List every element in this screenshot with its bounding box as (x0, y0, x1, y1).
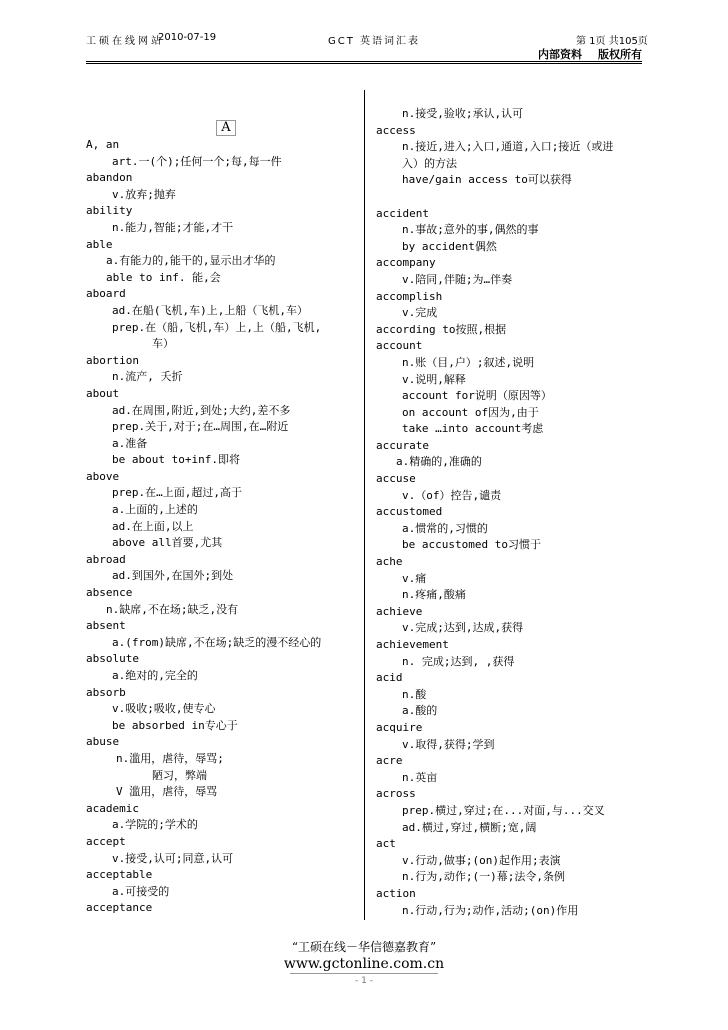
entry-headword: acquire (376, 720, 423, 734)
entry-headword: abandon (86, 171, 133, 185)
entry-definition: a.惯常的,习惯的 (402, 521, 488, 535)
entry-definition: a.准备 (112, 436, 148, 450)
entry-definition: have/gain access to可以获得 (402, 173, 572, 187)
header-site-title: 工硕在线网站 (86, 36, 164, 47)
footer-page-number: - 1 - (355, 976, 373, 986)
entry-definition: be absorbed in专心于 (112, 718, 238, 732)
entry-headword: absent (86, 619, 126, 633)
entry-definition: v.放弃;抛弃 (112, 187, 176, 201)
entry-definition: v.吸收;吸收,使专心 (112, 702, 216, 716)
entry-definition: n.事故;意外的事,偶然的事 (402, 223, 539, 237)
entry-definition: a.学院的;学术的 (112, 818, 198, 832)
header-rule (86, 61, 642, 62)
footer-rule (290, 973, 438, 974)
entry-definition: prep.关于,对于;在…周围,在…附近 (112, 420, 289, 434)
entry-definition: v.行动,做事;(on)起作用;表演 (402, 853, 561, 867)
entry-definition: 车） (152, 337, 174, 351)
entry-definition: prep.横过,穿过;在...对面,与...交叉 (402, 803, 605, 817)
entry-headword: abortion (86, 353, 139, 367)
entry-definition: n.行动,行为;动作,活动;(on)作用 (402, 903, 579, 917)
entry-definition: n.缺席,不在场;缺乏,没有 (106, 602, 239, 616)
entry-definition: v.完成;达到,达成,获得 (402, 621, 524, 635)
entry-headword: acid (376, 671, 403, 685)
entry-headword: absence (86, 586, 133, 600)
entry-definition: ad.横过,穿过,横断;宽,阔 (402, 820, 537, 834)
header-rule-thin (86, 63, 642, 64)
entry-headword: accustomed (376, 505, 443, 519)
entry-definition: v.完成 (402, 306, 438, 320)
entry-headword: acre (376, 754, 403, 768)
entry-headword: across (376, 787, 416, 801)
header-doc-title: GCT 英语词汇表 (328, 36, 421, 47)
entry-headword: abroad (86, 552, 126, 566)
entry-headword: accompany (376, 256, 436, 270)
entry-definition: a.精确的,准确的 (396, 455, 482, 469)
entry-definition: prep.在（船,飞机,车）上,上（船,飞机, (112, 320, 322, 334)
header-page-info: 第 1页 共105页 (576, 36, 648, 47)
entry-definition: be about to+inf.即将 (112, 453, 240, 467)
entry-definition: n.接近,进入;入口,通道,入口;接近（或进 (402, 140, 614, 154)
entry-definition: v.痛 (402, 571, 427, 585)
entry-definition: ad.在上面,以上 (112, 519, 194, 533)
entry-definition: a.有能力的,能干的,显示出才华的 (106, 254, 276, 268)
entry-definition: a.酸的 (402, 704, 438, 718)
entry-headword: ability (86, 204, 133, 218)
entry-definition: a.(from)缺席,不在场;缺乏的漫不经心的 (112, 635, 322, 649)
entry-definition: take …into account考虑 (402, 422, 544, 436)
entry-headword: acceptable (86, 868, 153, 882)
entry-headword: act (376, 837, 396, 851)
entry-definition: n.流产, 夭折 (112, 370, 183, 384)
entry-definition: account for说明（原因等） (402, 389, 552, 403)
entry-definition: n.酸 (402, 687, 427, 701)
entry-headword: ache (376, 555, 403, 569)
entry-definition: v.（of）控告,谴责 (402, 488, 502, 502)
entry-definition: above all首要,尤其 (112, 536, 223, 550)
entry-definition: prep.在…上面,超过,高于 (112, 486, 242, 500)
entry-headword (376, 189, 648, 206)
entry-definition: be accustomed to习惯于 (402, 538, 541, 552)
entry-headword: acceptance (86, 901, 153, 915)
entry-definition: n.行为,动作;(一)幕;法令,条例 (402, 870, 565, 884)
entry-definition: v.说明,解释 (402, 372, 466, 386)
entry-definition: ad.在周围,附近,到处;大约,差不多 (112, 403, 291, 417)
footer-slogan: “工硕在线－华信德嘉教育” (291, 940, 437, 954)
entry-definition: 入）的方法 (402, 156, 457, 170)
entry-definition: v.接受,认可;同意,认可 (112, 851, 234, 865)
entry-headword: accomplish (376, 289, 443, 303)
entry-headword: accept (86, 834, 126, 848)
entry-headword: A, an (86, 138, 120, 151)
entry-headword: access (376, 123, 416, 137)
entry-headword: absorb (86, 685, 126, 699)
entry-definition: V 滥用，虐待，辱骂 (116, 785, 218, 799)
entry-definition: art.一(个);任何一个;每,每一件 (112, 154, 282, 168)
entry-headword: academic (86, 801, 139, 815)
header-date: 2010-07-19 (158, 32, 217, 43)
footer-website: www.gctonline.com.cn (283, 956, 445, 972)
left-column (86, 106, 366, 917)
section-header (86, 118, 366, 137)
entry-headword: accurate (376, 438, 429, 452)
entry-headword: achieve (376, 604, 423, 618)
entry-definition: n.滥用，虐待，辱骂; (116, 751, 224, 765)
section-letter: A (216, 120, 235, 136)
entry-definition: on account of因为,由于 (402, 405, 539, 419)
header-badge-internal: 内部资料 (538, 48, 582, 61)
entry-definition: n.英亩 (402, 770, 438, 784)
entry-definition: by accident偶然 (402, 239, 497, 253)
header-badge-copyright: 版权所有 (598, 48, 642, 61)
entry-headword: absolute (86, 652, 139, 666)
entry-headword: action (376, 886, 416, 900)
entry-definition: n.能力,智能;才能,才干 (112, 220, 234, 234)
entry-definition: 陋习，弊端 (152, 768, 207, 782)
entry-headword: about (86, 386, 120, 400)
entry-headword: abuse (86, 735, 120, 749)
entry-definition: n.账（目,户）;叙述,说明 (402, 355, 535, 369)
entry-headword: able (86, 237, 113, 251)
entry-headword: accuse (376, 472, 416, 486)
entry-definition: a.上面的,上述的 (112, 503, 198, 517)
entry-headword: account (376, 339, 423, 353)
entry-headword: achievement (376, 638, 449, 651)
entry-definition: n.疼痛,酸痛 (402, 588, 466, 602)
entry-definition: able to inf. 能,会 (106, 270, 221, 284)
entry-definition: a.绝对的,完全的 (112, 669, 198, 682)
entry-definition: ad.到国外,在国外;到处 (112, 569, 234, 583)
entry-headword: according to按照,根据 (376, 322, 507, 336)
entry-headword: above (86, 469, 120, 483)
entry-definition: v.取得,获得;学到 (402, 737, 495, 751)
entry-definition: a.可接受的 (112, 884, 170, 898)
entry-definition: n. 完成;达到, ,获得 (402, 654, 515, 668)
entry-definition: n.接受,验收;承认,认可 (402, 107, 524, 120)
entry-definition: v.陪同,伴随;为…伴奏 (402, 272, 513, 286)
entry-headword: aboard (86, 287, 126, 301)
entry-headword: accident (376, 206, 429, 220)
right-column (376, 106, 648, 919)
entry-definition: ad.在船(飞机,车)上,上船（飞机,车） (112, 303, 308, 317)
